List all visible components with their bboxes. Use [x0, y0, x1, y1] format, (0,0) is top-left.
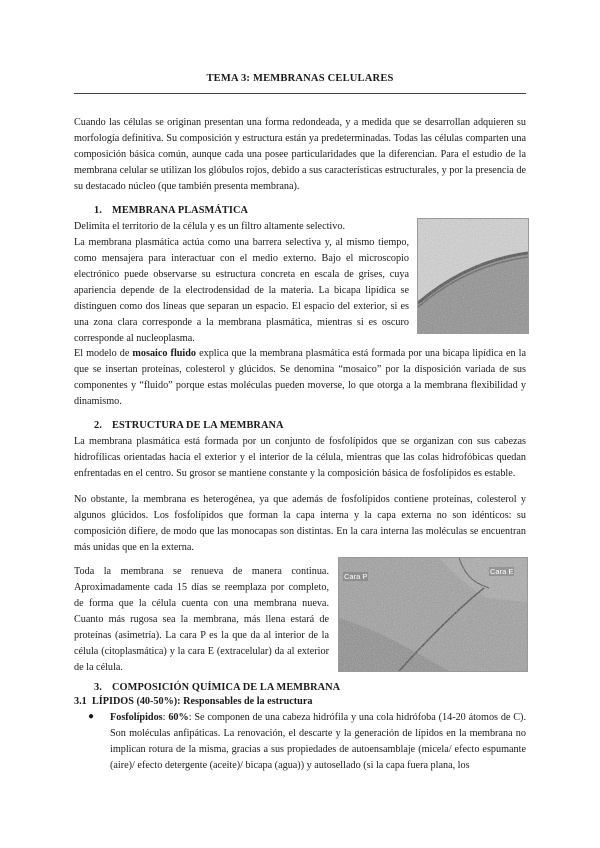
phospholipids-bullet — [110, 710, 526, 774]
section-1-paragraph: La membrana plasmática actúa como una barrera selectiva y, al mismo tiempo, como mensajera para interactuar con el medio externo. Bajo el microscopio electrónico puede observarse su estructura concreta en escala de grises, cuya apariencia depende de la electrodensidad de la materia. La bicapa lipídica se distinguen como dos líneas que separan un espacio. El espacio del exterior, si es una zona clara corresponde a la membrana plasmática, mientras si es oscuro corresponde al nucleoplasma. — [74, 237, 409, 344]
section-1-number: 1. — [94, 205, 102, 216]
mosaic-fluid-paragraph — [74, 346, 526, 410]
section-3-title: COMPOSICIÓN QUÍMICA DE LA MEMBRANA — [112, 682, 341, 693]
phospholipids-description: : Se componen de una cabeza hidrófila y una cola hidrófoba (14-20 átomos de C). Son moléculas anfipáticas. La renovación, el descarte y la generación de lípidos en la membrana no implican rotura de la misma, gracias a sus propiedades de autoensamblaje (micela/ efecto espumante (aire)/ efecto detergente (aceite)/ bicapa (agua)) y autosellado (si la capa fuera plana, los — [110, 712, 526, 771]
title-underline — [74, 93, 526, 94]
section-1-heading — [94, 205, 248, 216]
mosaic-text-start: El modelo de — [74, 348, 133, 359]
subsection-3-1-title: LÍPIDOS (40-50%): Responsables de la estructura — [92, 696, 313, 707]
section-2-heading — [94, 420, 284, 431]
section-3-heading — [94, 682, 340, 693]
freeze-fracture-micrograph — [338, 557, 528, 672]
mosaic-fluid-term: mosaico fluido — [132, 348, 197, 359]
bullet-icon: ● — [88, 711, 95, 722]
section-2-paragraph-2: No obstante, la membrana es heterogénea, ya que además de fosfolípidos contiene proteínas, colesterol y algunos glúcidos. Los fosfolípidos que forman la capa interna y la capa externa no son idénticos: su composición difiere, de modo que las monocapas son distintas. En la cara interna las moléculas se encuentran más unidas que en la externa. — [74, 494, 526, 553]
phospholipids-term: Fosfolípidos — [110, 712, 163, 723]
section-2-number: 2. — [94, 420, 102, 431]
subsection-3-1-heading — [74, 696, 312, 707]
cara-e-label: Cara E — [490, 567, 514, 576]
bullet-colon: : — [162, 712, 169, 723]
section-1-title: MEMBRANA PLASMÁTICA — [112, 205, 249, 216]
cara-p-label: Cara P — [344, 572, 368, 581]
intro-paragraph: Cuando las células se originan presentan una forma redondeada, y a medida que se desarrollan adquieren su morfología definitiva. Su composición y estructura están ya predeterminadas. Todas las células comparten una composición básica común, aunque cada una posee particularidades que la diferencian. Para el estudio de la membrana celular se utilizan los glóbulos rojos, debido a sus características estructurales, y por la presencia de su destacado núcleo (que también presenta membrana). — [74, 117, 526, 192]
section-3-number: 3. — [94, 682, 102, 693]
section-2-paragraph-3: Toda la membrana se renueva de manera continua. Aproximadamente cada 15 días se reemplaza por completo, de forma que la célula cuenta con una membrana nueva. Cuanto más rugosa sea la membrana, más llena estará de proteínas (asimetría). La cara P es la que da al interior de la célula (citoplasmática) y la cara E (extracelular) da al exterior de la célula. — [74, 566, 329, 673]
section-1-intro: Delimita el territorio de la célula y es un filtro altamente selectivo. — [74, 221, 345, 232]
membrane-micrograph — [417, 218, 529, 334]
mosaic-text-end: explica que la membrana plasmática está formada por una bicapa lipídica en la que se insertan proteínas, colesterol y glúcidos. Se denomina “mosaico” por la disposición variada de sus componentes y “fluido” porque estas moléculas pueden moverse, lo que otorga a la membrana flexibilidad y dinamismo. — [74, 348, 526, 407]
section-2-title: ESTRUCTURA DE LA MEMBRANA — [112, 420, 284, 431]
membrane-micrograph-svg — [418, 219, 528, 333]
phospholipids-percent: 60% — [168, 712, 189, 723]
page-title: TEMA 3: MEMBRANAS CELULARES — [206, 73, 394, 84]
section-2-paragraph-1: La membrana plasmática está formada por un conjunto de fosfolípidos que se organizan con sus cabezas hidrofílicas orientadas hacia el exterior y el interior de la célula, mientras que las colas hidrofóbicas quedan enfrentadas en el centro. Su grosor se mantiene constante y la composición básica de fosfolípidos es estable. — [74, 436, 526, 479]
subsection-3-1-number: 3.1 — [74, 696, 87, 707]
